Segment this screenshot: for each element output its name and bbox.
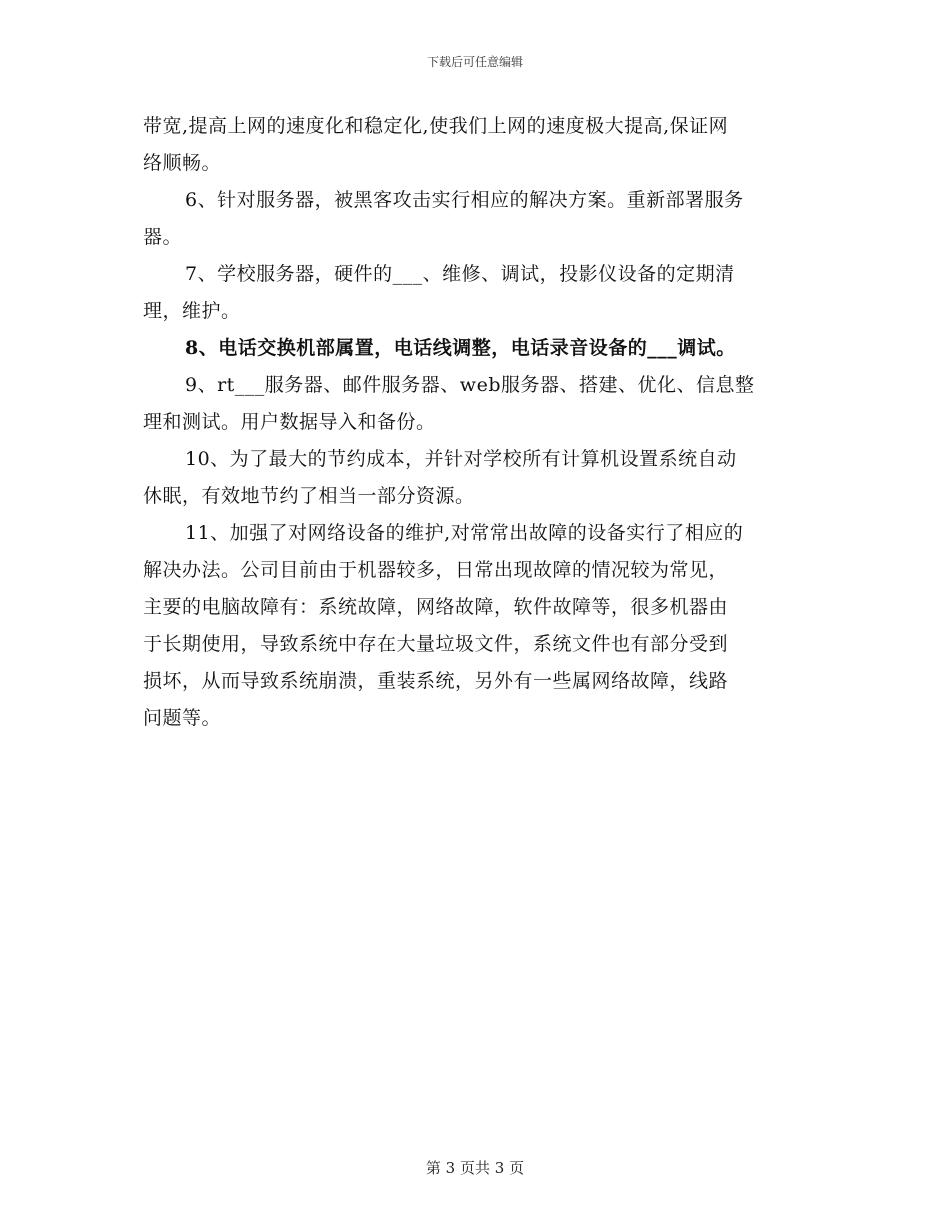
- list-item-6-line: 器。: [143, 226, 183, 248]
- list-item-10-line: 10、为了最大的节约成本，并针对学校所有计算机设置系统自动: [185, 448, 737, 470]
- list-item-9-line: 理和测试。用户数据导入和备份。: [143, 411, 436, 433]
- list-item-11-line: 问题等。: [143, 707, 222, 729]
- list-item-8-line: 8、电话交换机部属置，电话线调整，电话录音设备的___调试。: [185, 337, 736, 359]
- list-item-11-line: 损坏，从而导致系统崩溃，重装系统，另外有一些属网络故障，线路: [143, 670, 729, 692]
- list-item-11-line: 主要的电脑故障有：系统故障，网络故障，软件故障等，很多机器由: [143, 596, 729, 618]
- page-number: 第 3 页共 3 页: [425, 1159, 525, 1177]
- page-header: 下载后可任意编辑: [426, 55, 523, 69]
- paragraph-line: 带宽,提高上网的速度化和稳定化,使我们上网的速度极大提高,保证网: [143, 115, 729, 137]
- list-item-7-line: 7、学校服务器，硬件的___、维修、调试，投影仪设备的定期清: [185, 263, 735, 285]
- paragraph-line: 络顺畅。: [143, 152, 222, 174]
- list-item-11-line: 11、加强了对网络设备的维护,对常常出故障的设备实行了相应的: [185, 522, 744, 544]
- list-item-6-line: 6、针对服务器，被黑客攻击实行相应的解决方案。重新部署服务: [185, 189, 744, 211]
- list-item-9-line: 9、rt___服务器、邮件服务器、web服务器、搭建、优化、信息整: [185, 374, 755, 396]
- list-item-11-line: 解决办法。公司目前由于机器较多，日常出现故障的情况较为常见，: [143, 559, 729, 581]
- document-body: [143, 108, 815, 737]
- list-item-7-line: 理，维护。: [143, 300, 241, 322]
- list-item-10-line: 休眠，有效地节约了相当一部分资源。: [143, 485, 475, 507]
- list-item-11-line: 于长期使用，导致系统中存在大量垃圾文件，系统文件也有部分受到: [143, 633, 729, 655]
